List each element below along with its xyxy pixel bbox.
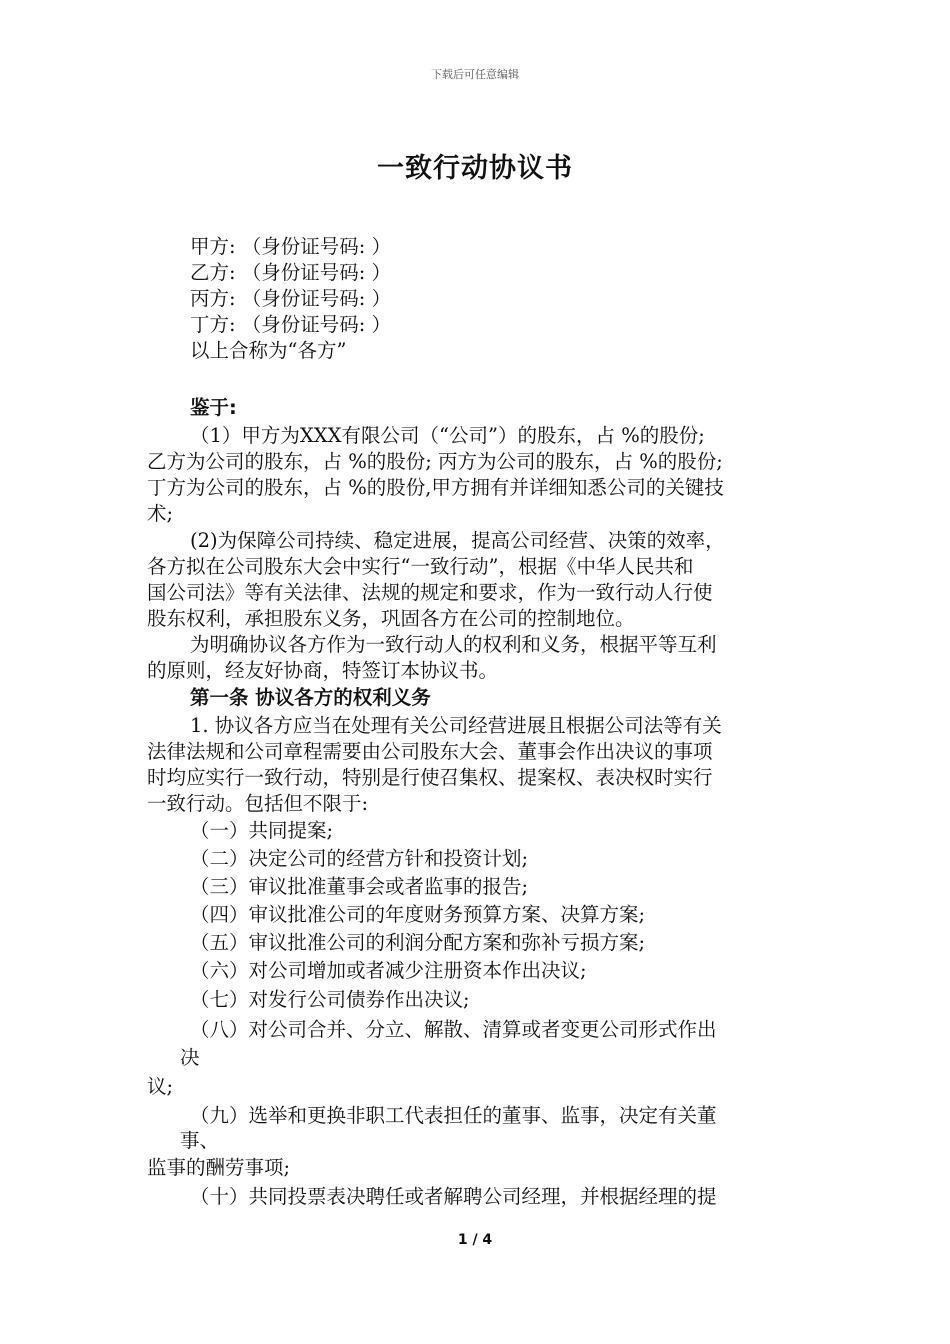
- list-item: （六）对公司增加或者减少注册资本作出决议;: [190, 959, 587, 982]
- whereas-heading: 鉴于:: [190, 396, 237, 419]
- list-item: （九）选举和更换非职工代表担任的董事、监事，决定有关董: [190, 1104, 717, 1127]
- page-header: 下载后可任意编辑: [431, 68, 519, 81]
- list-item-continuation: 议;: [147, 1075, 174, 1098]
- list-item: （五）审议批准公司的利润分配方案和弥补亏损方案;: [190, 931, 646, 954]
- list-item: （三）审议批准董事会或者监事的报告;: [190, 875, 529, 898]
- list-item: （十）共同投票表决聘任或者解聘公司经理，并根据经理的提: [190, 1185, 717, 1208]
- article-line: 法律法规和公司章程需要由公司股东大会、董事会作出决议的事项: [147, 740, 713, 763]
- list-item: （一）共同提案;: [190, 819, 334, 842]
- party-d-line: 丁方: （身份证号码: ）: [190, 313, 392, 336]
- body-line: (2)为保障公司持续、稳定进展，提高公司经营、决策的效率，: [190, 529, 725, 552]
- list-item-continuation: 决: [180, 1046, 200, 1069]
- party-a-line: 甲方: （身份证号码: ）: [190, 235, 392, 258]
- list-item: （七）对发行公司债券作出决议;: [190, 988, 470, 1011]
- party-c-line: 丙方: （身份证号码: ）: [190, 287, 392, 310]
- document-title: 一致行动协议书: [377, 153, 573, 184]
- body-line: 术;: [147, 502, 174, 525]
- list-item: （二）决定公司的经营方针和投资计划;: [190, 847, 529, 870]
- parties-collective-line: 以上合称为“各方”: [190, 339, 347, 362]
- body-line: 各方拟在公司股东大会中实行“一致行动”，根据《中华人民共和: [147, 555, 694, 578]
- article-line: 1. 协议各方应当在处理有关公司经营进展且根据公司法等有关: [190, 714, 722, 737]
- article-1-heading: 第一条 协议各方的权利义务: [190, 686, 431, 709]
- list-item-continuation: 监事的酬劳事项;: [147, 1156, 291, 1179]
- body-line: 国公司法》等有关法律、法规的规定和要求，作为一致行动人行使: [147, 581, 713, 604]
- body-line: 丁方为公司的股东，占 %的股份,甲方拥有并详细知悉公司的关键技: [147, 476, 724, 499]
- article-line: 时均应实行一致行动，特别是行使召集权、提案权、表决权时实行: [147, 766, 713, 789]
- body-line: （1）甲方为XXX有限公司（“公司”）的股东，占 %的股份;: [190, 424, 705, 447]
- body-line: 乙方为公司的股东，占 %的股份; 丙方为公司的股东，占 %的股份;: [147, 450, 723, 473]
- article-line: 一致行动。包括但不限于:: [147, 792, 369, 815]
- page-number: 1 / 4: [457, 1232, 493, 1248]
- list-item: （八）对公司合并、分立、解散、清算或者变更公司形式作出: [190, 1018, 717, 1041]
- party-b-line: 乙方: （身份证号码: ）: [190, 261, 392, 284]
- list-item-continuation: 事、: [180, 1129, 220, 1152]
- body-line: 股东权利，承担股东义务，巩固各方在公司的控制地位。: [147, 607, 635, 630]
- list-item: （四）审议批准公司的年度财务预算方案、决算方案;: [190, 903, 646, 926]
- body-line: 的原则，经友好协商，特签订本协议书。: [147, 659, 499, 682]
- body-line: 为明确协议各方作为一致行动人的权利和义务，根据平等互利: [190, 633, 717, 656]
